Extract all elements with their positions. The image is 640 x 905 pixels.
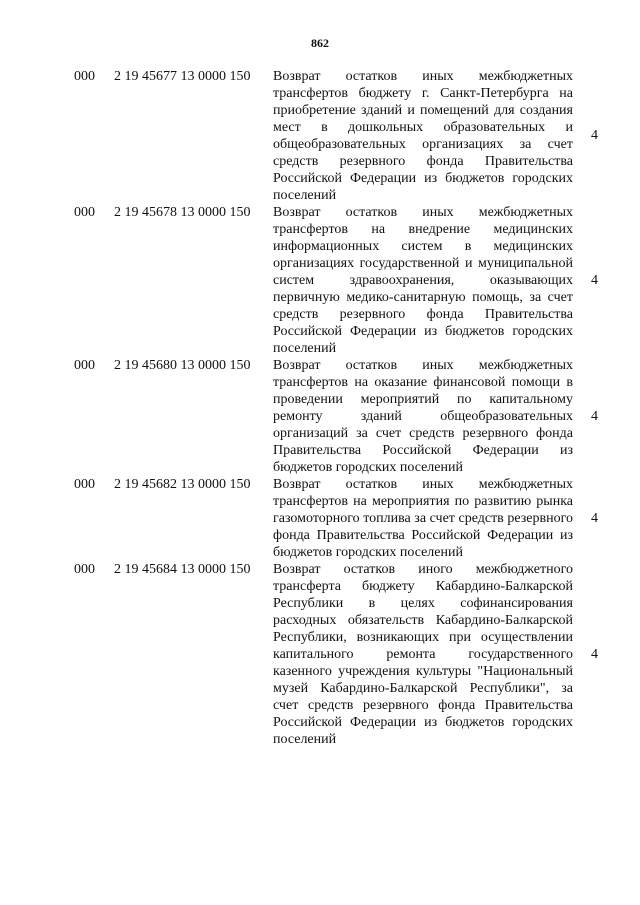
standard-value: 4 xyxy=(591,128,598,143)
admin-code: 000 xyxy=(74,477,95,492)
standard-value: 4 xyxy=(591,272,598,288)
table-row xyxy=(0,204,640,357)
income-name: Возврат остатков иных межбюджетных трансфертов на мероприятия по развитию рынка газомоторного топлива за счет средств резервного фонда Правительства Российской Федерации из бюджетов городских поселений xyxy=(273,477,573,560)
income-name: Возврат остатков иных межбюджетных трансфертов на оказание финансовой помощи в проведении мероприятий по капитальному ремонту зданий общеобразовательных организаций за счет средств резервного фонда Правительства Российской Федерации из бюджетов городских поселений xyxy=(273,358,573,475)
standard-value: 4 xyxy=(591,646,598,662)
budget-code-table xyxy=(0,68,640,748)
budget-classification-code: 2 19 45684 13 0000 150 xyxy=(114,562,251,577)
standard-value: 4 xyxy=(591,510,598,526)
income-name: Возврат остатков иных межбюджетных трансфертов бюджету г. Санкт-Петербурга на приобретение зданий и помещений для создания мест в дошкольных образовательных и общеобразовательных организациях за счет средств резервного фонда Правительства Российской Федерации из бюджетов городских поселений xyxy=(273,69,573,203)
admin-code: 000 xyxy=(74,69,95,84)
table-row xyxy=(0,357,640,476)
budget-classification-code: 2 19 45677 13 0000 150 xyxy=(114,69,251,84)
table-row xyxy=(0,476,640,561)
admin-code: 000 xyxy=(74,358,95,373)
page-number: 862 xyxy=(311,36,329,50)
table-row xyxy=(0,68,640,204)
standard-value: 4 xyxy=(591,408,598,424)
income-name: Возврат остатков иного межбюджетного трансферта бюджету Кабардино-Балкарской Республики в целях софинансирования расходных обязательств Кабардино-Балкарской Республики, возникающих при осуществлении капитального ремонта государственного казенного учреждения культуры "Национальный музей Кабардино-Балкарской Республики", за счет средств резервного фонда Правительства Российской Федерации из бюджетов городских поселений xyxy=(273,562,573,747)
budget-classification-code: 2 19 45678 13 0000 150 xyxy=(114,205,251,220)
budget-classification-code: 2 19 45680 13 0000 150 xyxy=(114,358,251,373)
admin-code: 000 xyxy=(74,562,95,577)
table-row xyxy=(0,561,640,748)
income-name: Возврат остатков иных межбюджетных трансфертов на внедрение медицинских информационных систем в медицинских организациях государственной и муниципальной систем здравоохранения, оказывающих первичную медико-санитарную помощь, за счет средств резервного фонда Правительства Российской Федерации из бюджетов городских поселений xyxy=(273,205,573,356)
budget-classification-code: 2 19 45682 13 0000 150 xyxy=(114,477,251,492)
admin-code: 000 xyxy=(74,205,95,220)
